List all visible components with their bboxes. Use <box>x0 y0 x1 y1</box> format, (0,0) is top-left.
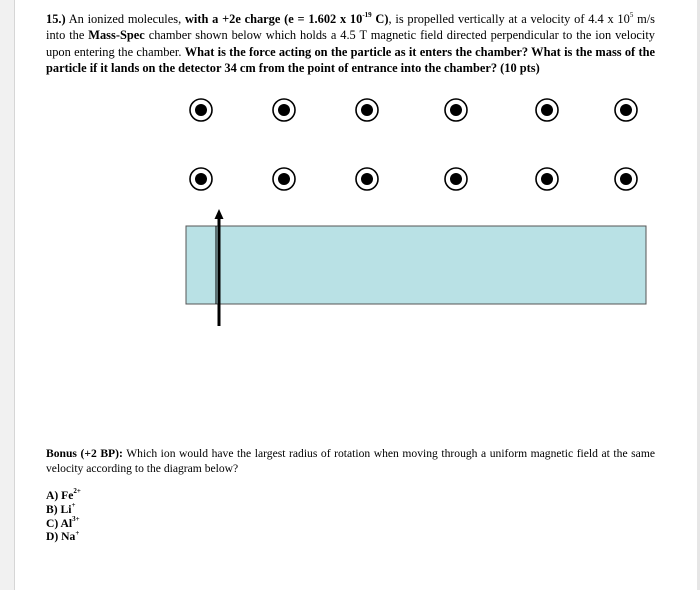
mass-spec-chamber <box>186 226 646 304</box>
field-symbol-dot <box>361 173 373 185</box>
field-out-of-page-icon <box>273 99 295 121</box>
option-ion: Fe <box>61 489 74 502</box>
option-d <box>46 530 81 544</box>
field-symbol-dot <box>450 173 462 185</box>
option-ion: Al <box>60 516 73 530</box>
bonus-text: Which ion would have the largest radius of rotation when moving through a uniform magnetic field at the same velocity according to the diagram below? <box>46 447 655 475</box>
problem-charge-exponent: -19 <box>362 10 372 19</box>
problem-charge-unit: C) <box>371 12 389 26</box>
field-symbol-dot <box>195 104 207 116</box>
problem-text-1: An ionized molecules, <box>65 12 185 26</box>
problem-question-bold: What is the force acting on the particle as it enters the chamber? What is the mass of the particle if it lands on the detector 34 cm from the point of entrance into the chamber? <box>46 44 655 76</box>
answer-options <box>46 489 81 544</box>
field-out-of-page-icon <box>615 168 637 190</box>
field-out-of-page-icon <box>356 99 378 121</box>
field-symbol-dot <box>541 173 553 185</box>
field-out-of-page-icon <box>190 99 212 121</box>
problem-charge-text: with a +2e charge (e = 1.602 x 10 <box>184 12 363 26</box>
problem-text-4: chamber shown below which holds a 4.5 T magnetic field directed perpendicular to the ion velocity upon entering the chamber. <box>46 28 655 59</box>
ion-velocity-arrow-head-icon <box>215 209 224 219</box>
magnetic-field-symbols <box>190 99 637 190</box>
field-out-of-page-icon <box>190 168 212 190</box>
problem-text-3: m/s into the <box>46 12 655 43</box>
field-symbol-dot <box>278 173 290 185</box>
field-out-of-page-icon <box>445 99 467 121</box>
option-ion: Na <box>61 530 76 544</box>
problem-mass-spec-bold: Mass-Spec <box>88 28 145 43</box>
option-letter: B) <box>46 502 58 516</box>
field-out-of-page-icon <box>536 168 558 190</box>
field-symbol-dot <box>620 104 632 116</box>
option-charge: 2+ <box>73 487 81 496</box>
problem-number: 15.) <box>46 12 66 26</box>
option-charge: 3+ <box>72 514 80 523</box>
field-symbol-dot <box>278 104 290 116</box>
problem-points: (10 pts) <box>497 61 540 76</box>
problem-velocity-text: , is propelled vertically at a velocity of 4.4 x 10 <box>388 12 630 26</box>
field-out-of-page-icon <box>445 168 467 190</box>
field-out-of-page-icon <box>273 168 295 190</box>
field-symbol-dot <box>620 173 632 185</box>
option-a <box>46 489 81 503</box>
field-symbol-dot <box>195 173 207 185</box>
option-charge: + <box>71 500 76 509</box>
option-letter: A) <box>46 489 59 502</box>
bonus-question <box>46 447 655 477</box>
field-symbol-dot <box>450 104 462 116</box>
field-symbol-dot <box>361 104 373 116</box>
field-symbol-dot <box>541 104 553 116</box>
problem-velocity-exponent: 5 <box>629 10 634 19</box>
option-charge: + <box>75 528 80 537</box>
bonus-label: Bonus (+2 BP): <box>46 447 123 460</box>
field-out-of-page-icon <box>615 99 637 121</box>
field-out-of-page-icon <box>536 99 558 121</box>
option-ion: Li <box>60 502 72 516</box>
option-letter: D) <box>46 530 59 544</box>
field-out-of-page-icon <box>356 168 378 190</box>
option-letter: C) <box>46 516 59 530</box>
